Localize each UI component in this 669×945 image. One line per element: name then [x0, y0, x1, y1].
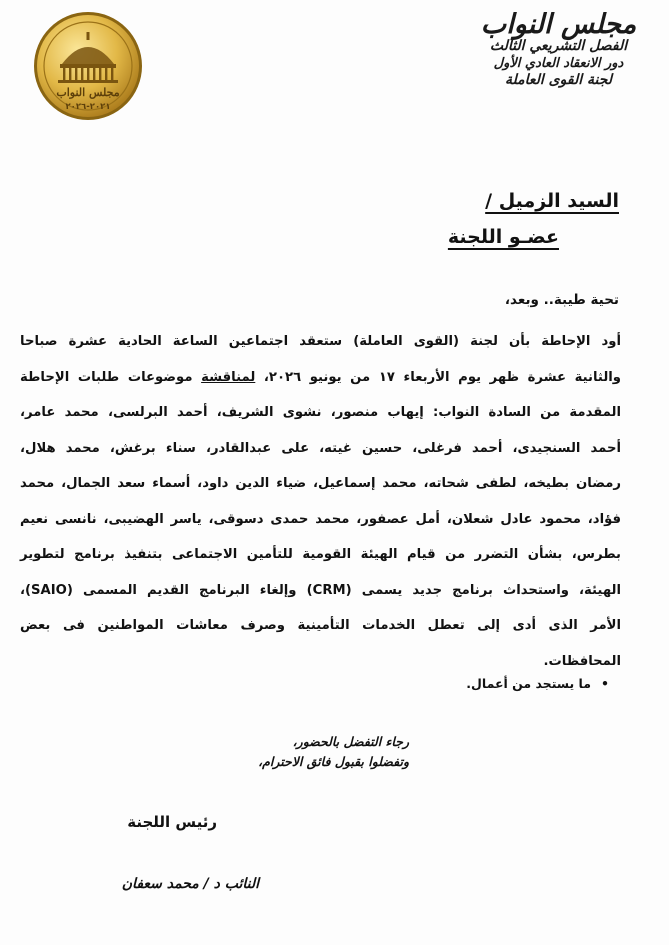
letterhead	[466, 9, 651, 89]
seal-years: ٢٠٢١-٢٠٢٦	[65, 102, 111, 112]
agenda-item: ما يستجد من أعمال.	[466, 676, 591, 691]
closing-line-2: وتفضلوا بقبول فائق الاحترام،	[258, 754, 409, 769]
addressee: عضـو اللجنة	[447, 226, 559, 248]
body-part-1: أود الإحاطة بأن لجنة (القوى العاملة) ستعقد اجتماعين الساعة الحادية عشرة صباحا والثانية عشرة ظهر يوم الأربعاء ١٧ من يونيو ٢٠٢٦،	[20, 334, 621, 385]
letterhead-term: الفصل التشريعي الثالث	[489, 38, 628, 54]
greeting: تحية طيبة.. وبعد،	[504, 292, 619, 308]
body-part-2: موضوعات طلبات الإحاطة المقدمة من السادة النواب: إيهاب منصور، نشوى الشريف، أحمد البرلسى، محمد عامر، أحمد السنجيدى، أحمد فرغلى، حسين غيته، على عبدالقادر، سناء برغش، محمد هلال، رمضان بطيخه، لطفى شحاته، محمد إسماعيل، ضياء الدين داود، أسماء سعد الجمال، محمد فؤاد، محمود عادل شعلان، أمل عصفور، محمد حمدى دسوقى، ياسر الهضيبى، نانسى نعيم بطرس، بشأن التضرر من قيام الهيئة القومية للتأمين الاجتماعى بتنفيذ برنامج لتطوير الهيئة، واستحداث برنامج جديد يسمى (CRM) وإلغاء البرنامج القديم المسمى (SAIO)، الأمر الذى أدى إلى تعطل الخدمات التأمينية وصرف معاشات المواطنين فى بعض المحافظات.	[20, 369, 621, 669]
chair-title: رئيس اللجنة	[127, 813, 217, 831]
salutation: السيد الزميل /	[485, 190, 619, 212]
body-emphasis: لمناقشة	[201, 369, 256, 385]
seal-emblem-icon	[32, 10, 144, 122]
closing	[258, 732, 409, 772]
parliament-seal	[32, 10, 144, 122]
closing-line-1: رجاء التفضل بالحضور،	[292, 734, 409, 749]
letterhead-session: دور الانعقاد العادي الأول	[493, 56, 624, 71]
bullet-icon: •	[601, 676, 609, 691]
body-paragraph	[20, 324, 621, 679]
letterhead-committee: لجنة القوى العاملة	[504, 72, 613, 88]
agenda-bullet	[466, 676, 609, 691]
seal-text: مجلس النواب	[56, 86, 120, 99]
letterhead-title: مجلس النواب	[480, 9, 637, 40]
signer-name: النائب د / محمد سعفان	[121, 876, 259, 892]
